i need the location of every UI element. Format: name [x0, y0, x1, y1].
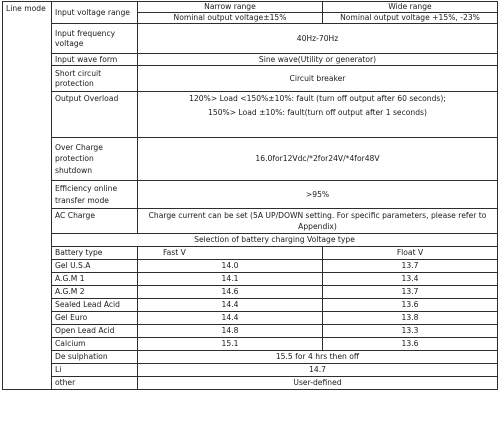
efficiency-label-line-2: transfer mode — [55, 195, 109, 205]
ac-charge-line-1: Charge current can be set (5A UP/DOWN setting. For specific parameters, please refer to — [148, 211, 487, 220]
battery-type-cell: Sealed Lead Acid — [52, 299, 138, 312]
table-row — [3, 273, 498, 286]
fast-v-cell: 14.1 — [138, 273, 323, 286]
narrow-range-header: Narrow range — [138, 2, 323, 13]
short-circuit-label-line-1: Short circuit — [55, 69, 102, 79]
short-circuit-value: Circuit breaker — [138, 66, 498, 92]
li-value: 14.7 — [138, 364, 498, 377]
wide-range-header: Wide range — [323, 2, 498, 13]
fast-v-cell: 14.4 — [138, 312, 323, 325]
over-charge-value: 16.0for12Vdc/*2for24V/*4for48V — [138, 138, 498, 181]
output-overload-value — [138, 92, 498, 138]
input-frequency-label — [52, 24, 138, 54]
battery-type-cell: A.G.M 2 — [52, 286, 138, 299]
table-row — [3, 325, 498, 338]
table-row — [3, 286, 498, 299]
float-v-cell: 13.4 — [323, 273, 498, 286]
fast-v-cell: 14.4 — [138, 299, 323, 312]
desulphation-value: 15.5 for 4 hrs then off — [138, 351, 498, 364]
battery-type-cell: A.G.M 1 — [52, 273, 138, 286]
battery-type-cell: Gel Euro — [52, 312, 138, 325]
efficiency-label — [52, 181, 138, 209]
short-circuit-label — [52, 66, 138, 92]
battery-type-cell: Calcium — [52, 338, 138, 351]
ac-charge-line-2: Appendix) — [298, 222, 337, 232]
table-row — [3, 299, 498, 312]
fast-v-cell: 14.6 — [138, 286, 323, 299]
fast-v-cell: 15.1 — [138, 338, 323, 351]
input-frequency-label-line-1: Input frequency — [55, 29, 116, 39]
battery-type-cell: Gel U.S.A — [52, 260, 138, 273]
battery-type-cell: Open Lead Acid — [52, 325, 138, 338]
battery-type-header: Battery type — [52, 247, 138, 260]
narrow-range-value: Nominal output voltage±15% — [138, 13, 323, 24]
spec-table — [2, 1, 498, 390]
output-overload-line-1: 120%> Load <150%±10%: fault (turn off output after 60 seconds); — [189, 94, 446, 103]
output-overload-line-2: 150%> Load ±10%: fault(turn off output after 1 seconds) — [208, 108, 427, 118]
li-label: Li — [52, 364, 138, 377]
float-v-cell: 13.8 — [323, 312, 498, 325]
float-v-header: Float V — [323, 247, 498, 260]
input-frequency-value: 40Hz-70Hz — [138, 24, 498, 54]
over-charge-label — [52, 138, 138, 181]
float-v-cell: 13.7 — [323, 260, 498, 273]
output-overload-label: Output Overload — [52, 92, 138, 138]
float-v-cell: 13.6 — [323, 338, 498, 351]
short-circuit-label-line-2: protection — [55, 78, 94, 88]
wide-range-value: Nominal output voltage +15%, -23% — [323, 13, 498, 24]
wave-form-label: Input wave form — [52, 54, 138, 66]
input-frequency-label-line-2: voltage — [55, 38, 84, 48]
other-label: other — [52, 377, 138, 390]
battery-selection-title: Selection of battery charging Voltage type — [52, 234, 498, 247]
ac-charge-value — [138, 209, 498, 234]
table-row — [3, 312, 498, 325]
over-charge-label-line-2: protection — [55, 154, 94, 164]
float-v-cell: 13.7 — [323, 286, 498, 299]
other-value: User-defined — [138, 377, 498, 390]
fast-v-cell: 14.0 — [138, 260, 323, 273]
over-charge-label-line-1: Over Charge — [55, 143, 103, 153]
fast-v-header: Fast V — [138, 247, 323, 260]
float-v-cell: 13.3 — [323, 325, 498, 338]
efficiency-label-line-1: Efficiency online — [55, 184, 118, 194]
line-mode-label: Line mode — [3, 2, 52, 390]
ac-charge-label: AC Charge — [52, 209, 138, 234]
fast-v-cell: 14.8 — [138, 325, 323, 338]
table-row — [3, 338, 498, 351]
table-row — [3, 260, 498, 273]
wave-form-value: Sine wave(Utility or generator) — [138, 54, 498, 66]
float-v-cell: 13.6 — [323, 299, 498, 312]
desulphation-label: De sulphation — [52, 351, 138, 364]
voltage-range-label: Input voltage range — [52, 2, 138, 24]
over-charge-label-line-3: shutdown — [55, 165, 93, 175]
efficiency-value: >95% — [138, 181, 498, 209]
